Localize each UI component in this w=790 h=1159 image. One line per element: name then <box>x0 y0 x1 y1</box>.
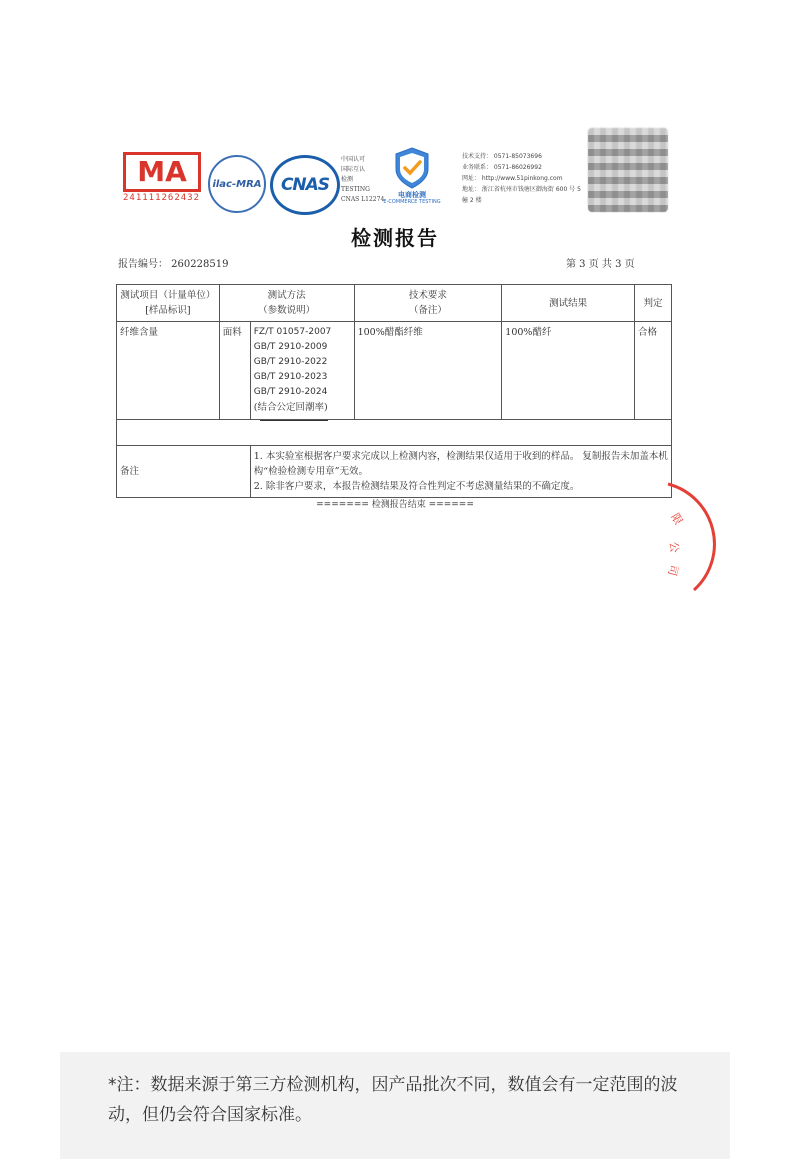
method-line: GB/T 2910-2024 <box>253 387 328 397</box>
contact-info <box>462 151 592 206</box>
header-item <box>117 285 220 322</box>
cnas-info-line: TESTING <box>341 186 370 193</box>
remarks-label: 备注 <box>117 446 251 498</box>
header-req-line2: （备注） <box>408 305 447 316</box>
test-results-table <box>116 284 672 498</box>
contact-line: 网址： http://www.51pinkong.com <box>462 175 563 182</box>
cnas-logo <box>270 155 340 215</box>
remarks-content <box>250 446 671 498</box>
table-row <box>117 322 672 420</box>
ilac-mra-logo <box>208 155 266 213</box>
header-req-line1: 技术要求 <box>408 290 447 301</box>
seal-char: 限 <box>668 511 686 528</box>
cnas-text: CNAS <box>280 175 330 195</box>
header-item-line2: [样品标识] <box>145 305 191 316</box>
qr-code-overlay <box>588 128 668 212</box>
cell-part: 面料 <box>219 322 250 420</box>
method-line: GB/T 2910-2022 <box>253 357 328 367</box>
header-judge: 判定 <box>635 285 672 322</box>
method-line: (结合公定回潮率) <box>253 402 328 413</box>
method-line: GB/T 2910-2023 <box>253 372 328 382</box>
method-line: FZ/T 01057-2007 <box>253 327 332 337</box>
method-line: GB/T 2910-2009 <box>253 342 328 352</box>
remarks-row <box>117 446 672 498</box>
remark-line: 1. 本实验室根据客户要求完成以上检测内容，检测结果仅适用于收到的样品。 复制报告未加盖本机构“检验检测专用章”无效。 <box>253 451 668 477</box>
cma-letters: MA <box>123 152 201 192</box>
company-seal <box>665 470 708 600</box>
cell-requirement: 100%醋酯纤维 <box>354 322 502 420</box>
footnote-box <box>60 1052 730 1159</box>
remark-line: 2. 除非客户要求，本报告检测结果及符合性判定不考虑测量结果的不确定度。 <box>253 481 580 492</box>
cnas-accreditation-info <box>341 155 384 205</box>
divider <box>260 420 328 421</box>
page-info: 第 3 页 共 3 页 <box>566 259 635 270</box>
report-end-marker: ======= 检测报告结束 ====== <box>316 500 474 510</box>
report-number: 报告编号： 260228519 <box>118 259 229 270</box>
empty-cell <box>117 420 672 446</box>
ilac-text: ilac-MRA <box>212 178 262 190</box>
header-method-line2: （参数说明） <box>258 305 316 316</box>
cell-item: 纤维含量 <box>117 322 220 420</box>
cell-result: 100%醋纤 <box>502 322 635 420</box>
cnas-info-line: 国际互认 <box>341 166 366 173</box>
table-empty-row <box>117 420 672 446</box>
header-method <box>219 285 354 322</box>
footnote-text: *注：数据来源于第三方检测机构，因产品批次不同，数值会有一定范围的波动，但仍会符合国家标准。 <box>108 1075 678 1125</box>
table-header-row <box>117 285 672 322</box>
seal-char: 司 <box>665 563 681 578</box>
report-title: 检测报告 <box>351 226 439 250</box>
ecommerce-testing-name: 电商检测 <box>398 191 426 199</box>
seal-ring-icon <box>665 470 708 600</box>
cma-logo <box>123 152 201 203</box>
header-item-line1: 测试项目（计量单位） <box>120 290 216 301</box>
cnas-info-line: 检测 <box>341 176 354 183</box>
cell-methods <box>250 322 354 420</box>
ecommerce-testing-logo <box>380 145 444 207</box>
header-requirement <box>354 285 502 322</box>
cnas-info-line: CNAS L12274 <box>341 196 385 203</box>
contact-line: 技术支持： 0571-85073696 <box>462 153 542 160</box>
seal-char: 公 <box>667 541 681 554</box>
cma-number: 241111262432 <box>123 193 201 203</box>
shield-check-icon <box>380 145 444 191</box>
header-method-line1: 测试方法 <box>267 290 306 301</box>
cnas-info-line: 中国认可 <box>341 156 366 163</box>
header-result: 测试结果 <box>502 285 635 322</box>
contact-line: 业务联系： 0571-86026992 <box>462 164 542 171</box>
cell-judge: 合格 <box>635 322 672 420</box>
contact-line: 地址： 浙江省杭州市钱塘区御海街 600 号 5 <box>462 186 581 193</box>
contact-line: 幢 2 楼 <box>462 197 482 204</box>
ecommerce-testing-sub: E-COMMERCE TESTING <box>383 199 441 205</box>
